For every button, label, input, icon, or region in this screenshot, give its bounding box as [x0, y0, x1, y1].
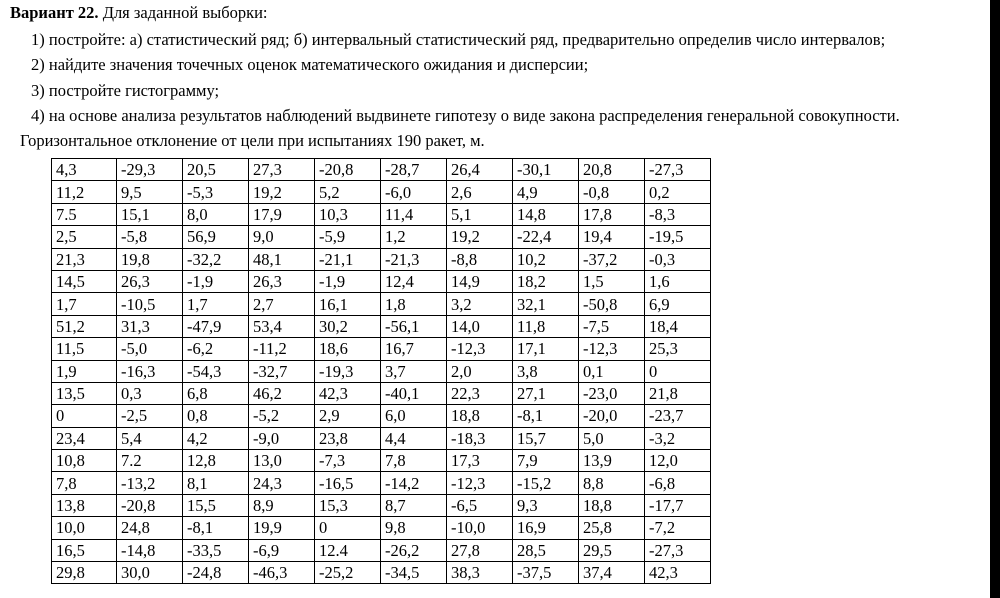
table-cell: 12,0 — [645, 450, 711, 472]
table-cell: 53,4 — [249, 315, 315, 337]
table-cell: -21,3 — [381, 248, 447, 270]
table-cell: 8,8 — [579, 472, 645, 494]
table-cell: -23,7 — [645, 405, 711, 427]
table-cell: -19,3 — [315, 360, 381, 382]
table-cell: -17,7 — [645, 494, 711, 516]
table-cell: -32,2 — [183, 248, 249, 270]
table-cell: -7,5 — [579, 315, 645, 337]
table-cell: 42,3 — [315, 382, 381, 404]
table-cell: 8,1 — [183, 472, 249, 494]
table-cell: 10,3 — [315, 203, 381, 225]
table-cell: -2,5 — [117, 405, 183, 427]
table-row — [52, 539, 711, 561]
table-cell: -22,4 — [513, 226, 579, 248]
table-cell: -40,1 — [381, 382, 447, 404]
table-cell: 16,5 — [52, 539, 117, 561]
table-cell: 4,9 — [513, 181, 579, 203]
table-row — [52, 360, 711, 382]
task-3: 3) постройте гистограмму; — [31, 81, 220, 100]
table-cell: 8,9 — [249, 494, 315, 516]
table-row — [52, 562, 711, 584]
table-cell: 7,9 — [513, 450, 579, 472]
table-cell: -8,1 — [183, 517, 249, 539]
table-cell: 27,8 — [447, 539, 513, 561]
table-cell: -8,3 — [645, 203, 711, 225]
table-cell: -5,3 — [183, 181, 249, 203]
table-cell: -1,9 — [183, 270, 249, 292]
table-cell: 19,2 — [249, 181, 315, 203]
table-cell: 16,9 — [513, 517, 579, 539]
table-cell: 18,8 — [579, 494, 645, 516]
table-cell: -16,5 — [315, 472, 381, 494]
table-cell: 42,3 — [645, 562, 711, 584]
table-cell: 2,7 — [249, 293, 315, 315]
table-cell: 4,4 — [381, 427, 447, 449]
table-row — [52, 338, 711, 360]
table-cell: -32,7 — [249, 360, 315, 382]
table-row — [52, 450, 711, 472]
table-cell: -6,2 — [183, 338, 249, 360]
table-cell: 4,2 — [183, 427, 249, 449]
table-cell: 0 — [315, 517, 381, 539]
table-cell: -0,8 — [579, 181, 645, 203]
table-cell: 22,3 — [447, 382, 513, 404]
table-cell: -12,3 — [579, 338, 645, 360]
table-cell: 15,5 — [183, 494, 249, 516]
table-cell: -47,9 — [183, 315, 249, 337]
table-cell: -12,3 — [447, 338, 513, 360]
table-cell: 7,8 — [52, 472, 117, 494]
table-row — [52, 270, 711, 292]
table-cell: 9,3 — [513, 494, 579, 516]
table-cell: 31,3 — [117, 315, 183, 337]
table-cell: -6,9 — [249, 539, 315, 561]
table-cell: 11,8 — [513, 315, 579, 337]
table-cell: 17,9 — [249, 203, 315, 225]
table-cell: 18,8 — [447, 405, 513, 427]
table-cell: -24,8 — [183, 562, 249, 584]
table-cell: 12,8 — [183, 450, 249, 472]
table-cell: 16,7 — [381, 338, 447, 360]
table-cell: -12,3 — [447, 472, 513, 494]
table-cell: 3,7 — [381, 360, 447, 382]
table-cell: 5,2 — [315, 181, 381, 203]
table-cell: 18,2 — [513, 270, 579, 292]
table-cell: 17,8 — [579, 203, 645, 225]
table-cell: 10,0 — [52, 517, 117, 539]
table-cell: -7,2 — [645, 517, 711, 539]
table-cell: 6,0 — [381, 405, 447, 427]
table-cell: 15,7 — [513, 427, 579, 449]
table-cell: -11,2 — [249, 338, 315, 360]
table-cell: 14,0 — [447, 315, 513, 337]
table-cell: 27,1 — [513, 382, 579, 404]
table-cell: 11,5 — [52, 338, 117, 360]
table-cell: -50,8 — [579, 293, 645, 315]
table-cell: 46,2 — [249, 382, 315, 404]
table-cell: -34,5 — [381, 562, 447, 584]
table-row — [52, 405, 711, 427]
table-cell: 10,8 — [52, 450, 117, 472]
table-cell: 0,2 — [645, 181, 711, 203]
table-cell: -54,3 — [183, 360, 249, 382]
table-cell: -7,3 — [315, 450, 381, 472]
table-cell: -18,3 — [447, 427, 513, 449]
table-cell: -15,2 — [513, 472, 579, 494]
table-cell: 24,8 — [117, 517, 183, 539]
table-cell: -5,2 — [249, 405, 315, 427]
table-cell: 23,8 — [315, 427, 381, 449]
table-cell: -5,0 — [117, 338, 183, 360]
assignment-intro: Для заданной выборки: — [98, 3, 268, 22]
data-description: Горизонтальное отклонение от цели при испытаниях 190 ракет, м. — [20, 131, 485, 150]
table-row — [52, 181, 711, 203]
table-cell: 1,8 — [381, 293, 447, 315]
table-cell: 6,9 — [645, 293, 711, 315]
table-cell: 15,3 — [315, 494, 381, 516]
table-cell: 11,2 — [52, 181, 117, 203]
table-cell: 19,2 — [447, 226, 513, 248]
table-cell: 25,8 — [579, 517, 645, 539]
table-cell: -10,0 — [447, 517, 513, 539]
table-row — [52, 382, 711, 404]
table-cell: 3,2 — [447, 293, 513, 315]
table-cell: 29,8 — [52, 562, 117, 584]
table-cell: -20,8 — [117, 494, 183, 516]
table-cell: -20,0 — [579, 405, 645, 427]
task-1: 1) постройте: а) статистический ряд; б) интервальный статистический ряд, предварительно определив число интервалов; — [31, 30, 886, 49]
table-cell: 7.2 — [117, 450, 183, 472]
table-cell: 26,3 — [117, 270, 183, 292]
table-cell: -14,2 — [381, 472, 447, 494]
table-row — [52, 159, 711, 181]
table-cell: -5,9 — [315, 226, 381, 248]
table-row — [52, 427, 711, 449]
table-cell: 9,5 — [117, 181, 183, 203]
table-cell: 12,4 — [381, 270, 447, 292]
table-cell: 0,8 — [183, 405, 249, 427]
table-cell: 2,9 — [315, 405, 381, 427]
table-cell: -21,1 — [315, 248, 381, 270]
table-row — [52, 226, 711, 248]
table-cell: 29,5 — [579, 539, 645, 561]
table-cell: 0 — [52, 405, 117, 427]
table-cell: 2,5 — [52, 226, 117, 248]
table-cell: 18,6 — [315, 338, 381, 360]
table-cell: -6,8 — [645, 472, 711, 494]
table-cell: 51,2 — [52, 315, 117, 337]
table-cell: 0,1 — [579, 360, 645, 382]
table-cell: -13,2 — [117, 472, 183, 494]
table-cell: -5,8 — [117, 226, 183, 248]
table-cell: -0,3 — [645, 248, 711, 270]
table-cell: 30,0 — [117, 562, 183, 584]
table-cell: -56,1 — [381, 315, 447, 337]
table-cell: 48,1 — [249, 248, 315, 270]
table-cell: 5,4 — [117, 427, 183, 449]
table-cell: -37,2 — [579, 248, 645, 270]
table-cell: 23,4 — [52, 427, 117, 449]
table-cell: 0 — [645, 360, 711, 382]
table-row — [52, 315, 711, 337]
table-row — [52, 203, 711, 225]
table-cell: 16,1 — [315, 293, 381, 315]
table-cell: 2,0 — [447, 360, 513, 382]
variant-label: Вариант 22. — [10, 3, 99, 22]
table-cell: 14,5 — [52, 270, 117, 292]
table-cell: -9,0 — [249, 427, 315, 449]
table-cell: -10,5 — [117, 293, 183, 315]
table-cell: 7,8 — [381, 450, 447, 472]
table-cell: 1,9 — [52, 360, 117, 382]
table-cell: 1,6 — [645, 270, 711, 292]
table-cell: 21,8 — [645, 382, 711, 404]
table-cell: 24,3 — [249, 472, 315, 494]
table-cell: -33,5 — [183, 539, 249, 561]
table-cell: 20,5 — [183, 159, 249, 181]
table-cell: 15,1 — [117, 203, 183, 225]
table-cell: 30,2 — [315, 315, 381, 337]
table-cell: 19,4 — [579, 226, 645, 248]
table-cell: 17,1 — [513, 338, 579, 360]
table-cell: 2,6 — [447, 181, 513, 203]
task-4: 4) на основе анализа результатов наблюдений выдвинете гипотезу о виде закона распределения генеральной совокупности. — [31, 106, 900, 125]
table-cell: -46,3 — [249, 562, 315, 584]
table-cell: 8,0 — [183, 203, 249, 225]
sample-table-body — [52, 159, 711, 584]
table-cell: 5,1 — [447, 203, 513, 225]
table-cell: -28,7 — [381, 159, 447, 181]
table-cell: 13,5 — [52, 382, 117, 404]
table-cell: 1,2 — [381, 226, 447, 248]
table-row — [52, 472, 711, 494]
table-cell: -14,8 — [117, 539, 183, 561]
table-cell: 27,3 — [249, 159, 315, 181]
table-cell: 3,8 — [513, 360, 579, 382]
table-row — [52, 517, 711, 539]
table-cell: -30,1 — [513, 159, 579, 181]
table-cell: 14,9 — [447, 270, 513, 292]
table-cell: 28,5 — [513, 539, 579, 561]
table-cell: 18,4 — [645, 315, 711, 337]
table-cell: 6,8 — [183, 382, 249, 404]
table-cell: 0,3 — [117, 382, 183, 404]
table-cell: 38,3 — [447, 562, 513, 584]
table-cell: -6,5 — [447, 494, 513, 516]
table-cell: 4,3 — [52, 159, 117, 181]
assignment-title — [10, 2, 268, 24]
table-cell: -27,3 — [645, 539, 711, 561]
table-cell: -26,2 — [381, 539, 447, 561]
table-cell: 17,3 — [447, 450, 513, 472]
table-cell: -23,0 — [579, 382, 645, 404]
table-cell: -29,3 — [117, 159, 183, 181]
table-cell: -20,8 — [315, 159, 381, 181]
table-cell: 13,9 — [579, 450, 645, 472]
table-cell: -8,1 — [513, 405, 579, 427]
table-cell: 21,3 — [52, 248, 117, 270]
table-cell: 11,4 — [381, 203, 447, 225]
table-cell: -6,0 — [381, 181, 447, 203]
table-cell: -3,2 — [645, 427, 711, 449]
table-cell: -8,8 — [447, 248, 513, 270]
table-cell: 7.5 — [52, 203, 117, 225]
table-cell: 25,3 — [645, 338, 711, 360]
table-cell: 9,8 — [381, 517, 447, 539]
table-row — [52, 293, 711, 315]
table-cell: 13,8 — [52, 494, 117, 516]
table-cell: -16,3 — [117, 360, 183, 382]
table-cell: 12.4 — [315, 539, 381, 561]
table-row — [52, 248, 711, 270]
table-row — [52, 494, 711, 516]
table-cell: 26,4 — [447, 159, 513, 181]
table-cell: 9,0 — [249, 226, 315, 248]
table-cell: 19,9 — [249, 517, 315, 539]
table-cell: 56,9 — [183, 226, 249, 248]
table-cell: 32,1 — [513, 293, 579, 315]
table-cell: 10,2 — [513, 248, 579, 270]
table-cell: 1,5 — [579, 270, 645, 292]
table-cell: -1,9 — [315, 270, 381, 292]
table-cell: 20,8 — [579, 159, 645, 181]
table-cell: 1,7 — [52, 293, 117, 315]
table-cell: 37,4 — [579, 562, 645, 584]
table-cell: -27,3 — [645, 159, 711, 181]
table-cell: -19,5 — [645, 226, 711, 248]
table-cell: 14,8 — [513, 203, 579, 225]
table-cell: 8,7 — [381, 494, 447, 516]
table-cell: -25,2 — [315, 562, 381, 584]
table-cell: 5,0 — [579, 427, 645, 449]
table-cell: 19,8 — [117, 248, 183, 270]
table-cell: 26,3 — [249, 270, 315, 292]
sample-table — [51, 158, 711, 584]
table-cell: -37,5 — [513, 562, 579, 584]
task-2: 2) найдите значения точечных оценок математического ожидания и дисперсии; — [31, 55, 589, 74]
table-cell: 13,0 — [249, 450, 315, 472]
table-cell: 1,7 — [183, 293, 249, 315]
